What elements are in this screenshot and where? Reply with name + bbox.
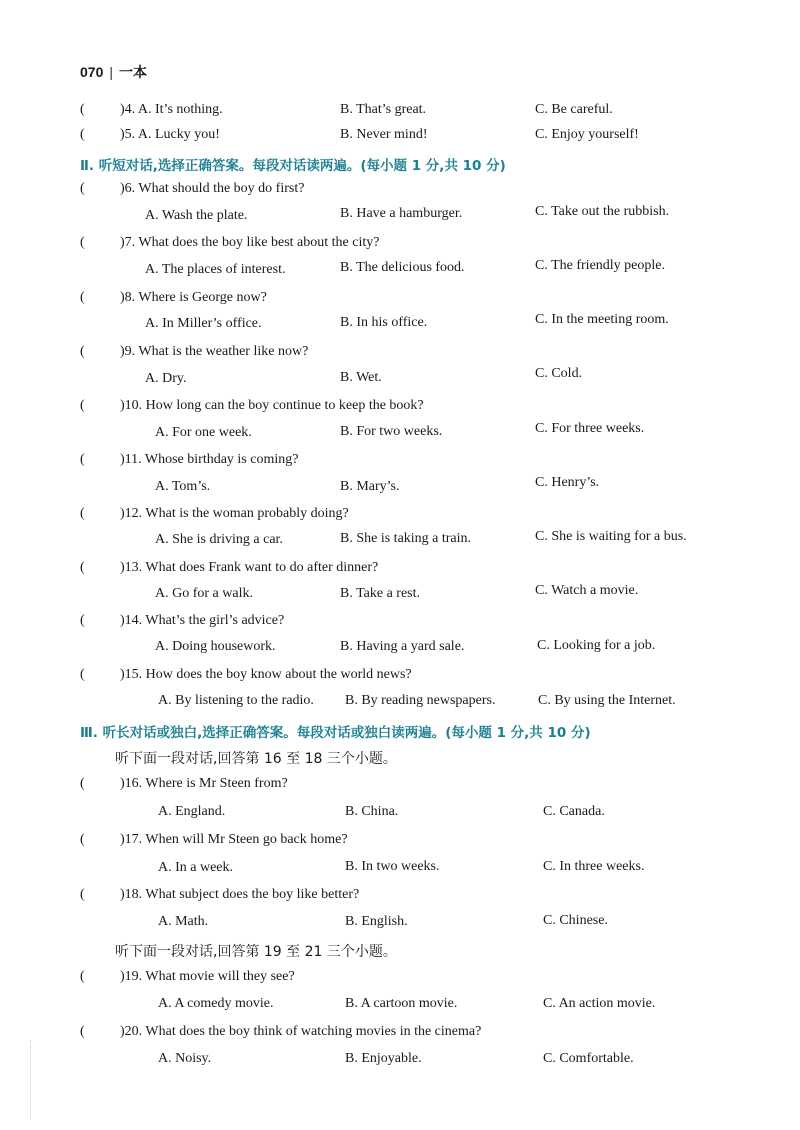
option-b: B. The delicious food. (340, 260, 465, 275)
answer-blank[interactable]: ( (80, 181, 85, 196)
option-c: C. Chinese. (543, 913, 608, 928)
book-title: 一本 (119, 65, 147, 81)
option-a: A. Go for a walk. (155, 586, 253, 601)
answer-blank[interactable]: ( (80, 290, 85, 305)
option-c: C. Cold. (535, 366, 583, 381)
option-a: A. A comedy movie. (158, 996, 274, 1011)
question-stem: )8. Where is George now? (120, 290, 267, 305)
option-a: A. For one week. (155, 425, 252, 440)
option-b: B. Mary’s. (340, 479, 400, 494)
question-stem: )7. What does the boy like best about the city? (120, 235, 380, 250)
question-stem: )4. A. It’s nothing. (120, 102, 223, 117)
question-stem: )17. When will Mr Steen go back home? (120, 832, 348, 847)
option-a: A. By listening to the radio. (158, 693, 314, 708)
answer-blank[interactable]: ( (80, 235, 85, 250)
section-3-instruction-1: 听下面一段对话,回答第 16 至 18 三个小题。 (115, 751, 397, 767)
option-b: B. Have a hamburger. (340, 206, 463, 221)
option-a: A. Dry. (145, 371, 187, 386)
option-a: A. She is driving a car. (155, 532, 283, 547)
question-stem: )19. What movie will they see? (120, 969, 295, 984)
option-b: B. Never mind! (340, 127, 428, 142)
question-stem: )14. What’s the girl’s advice? (120, 613, 285, 628)
option-a: A. Wash the plate. (145, 208, 248, 223)
option-c: C. By using the Internet. (538, 693, 676, 708)
option-b: B. In two weeks. (345, 859, 440, 874)
option-c: C. Comfortable. (543, 1051, 634, 1066)
option-c: C. Take out the rubbish. (535, 204, 670, 219)
option-c: C. Henry’s. (535, 475, 600, 490)
option-a: A. Math. (158, 914, 209, 929)
answer-blank[interactable]: ( (80, 667, 85, 682)
question-stem: )15. How does the boy know about the world news? (120, 667, 412, 682)
answer-blank[interactable]: ( (80, 832, 85, 847)
option-b: B. She is taking a train. (340, 531, 472, 546)
question-stem: )20. What does the boy think of watching movies in the cinema? (120, 1024, 482, 1039)
answer-blank[interactable]: ( (80, 398, 85, 413)
answer-blank[interactable]: ( (80, 102, 85, 117)
section-2-title: Ⅱ. 听短对话,选择正确答案。每段对话读两遍。(每小题 1 分,共 10 分) (80, 158, 506, 174)
option-a: A. Noisy. (158, 1051, 212, 1066)
answer-blank[interactable]: ( (80, 344, 85, 359)
option-c: C. Canada. (543, 804, 605, 819)
option-c: C. For three weeks. (535, 421, 645, 436)
option-c: C. In three weeks. (543, 859, 645, 874)
option-a: A. In Miller’s office. (145, 316, 262, 331)
option-b: B. For two weeks. (340, 424, 443, 439)
option-a: A. In a week. (158, 860, 234, 875)
answer-blank[interactable]: ( (80, 969, 85, 984)
option-b: B. That’s great. (340, 102, 427, 117)
option-c: C. An action movie. (543, 996, 656, 1011)
question-stem: )5. A. Lucky you! (120, 127, 220, 142)
question-stem: )10. How long can the boy continue to keep the book? (120, 398, 424, 413)
question-stem: )18. What subject does the boy like better? (120, 887, 360, 902)
question-stem: )6. What should the boy do first? (120, 181, 305, 196)
question-stem: )13. What does Frank want to do after dinner? (120, 560, 379, 575)
option-c: C. She is waiting for a bus. (535, 529, 687, 544)
option-b: B. China. (345, 804, 399, 819)
question-stem: )11. Whose birthday is coming? (120, 452, 299, 467)
option-b: B. By reading newspapers. (345, 693, 496, 708)
option-b: B. Enjoyable. (345, 1051, 422, 1066)
option-c: C. Watch a movie. (535, 583, 639, 598)
question-stem: )9. What is the weather like now? (120, 344, 309, 359)
option-a: A. Doing housework. (155, 639, 276, 654)
option-a: A. The places of interest. (145, 262, 286, 277)
option-a: A. Tom’s. (155, 479, 211, 494)
header-separator: | (109, 64, 113, 80)
section-3-instruction-2: 听下面一段对话,回答第 19 至 21 三个小题。 (115, 944, 397, 960)
question-stem: )12. What is the woman probably doing? (120, 506, 349, 521)
section-3-title: Ⅲ. 听长对话或独白,选择正确答案。每段对话或独白读两遍。(每小题 1 分,共 10 分) (80, 725, 591, 741)
option-a: A. England. (158, 804, 226, 819)
option-b: B. Take a rest. (340, 586, 421, 601)
option-b: B. Having a yard sale. (340, 639, 465, 654)
option-c: C. Enjoy yourself! (535, 127, 639, 142)
option-c: C. In the meeting room. (535, 312, 669, 327)
answer-blank[interactable]: ( (80, 887, 85, 902)
option-b: B. Wet. (340, 370, 382, 385)
binding-margin-line (30, 1040, 32, 1120)
option-c: C. Be careful. (535, 102, 613, 117)
page-header (80, 62, 147, 82)
answer-blank[interactable]: ( (80, 613, 85, 628)
option-c: C. Looking for a job. (537, 638, 656, 653)
answer-blank[interactable]: ( (80, 776, 85, 791)
answer-blank[interactable]: ( (80, 1024, 85, 1039)
option-b: B. In his office. (340, 315, 428, 330)
answer-blank[interactable]: ( (80, 452, 85, 467)
answer-blank[interactable]: ( (80, 560, 85, 575)
page-number: 070 (80, 64, 104, 80)
answer-blank[interactable]: ( (80, 506, 85, 521)
option-b: B. English. (345, 914, 408, 929)
option-b: B. A cartoon movie. (345, 996, 458, 1011)
option-c: C. The friendly people. (535, 258, 665, 273)
answer-blank[interactable]: ( (80, 127, 85, 142)
question-stem: )16. Where is Mr Steen from? (120, 776, 288, 791)
